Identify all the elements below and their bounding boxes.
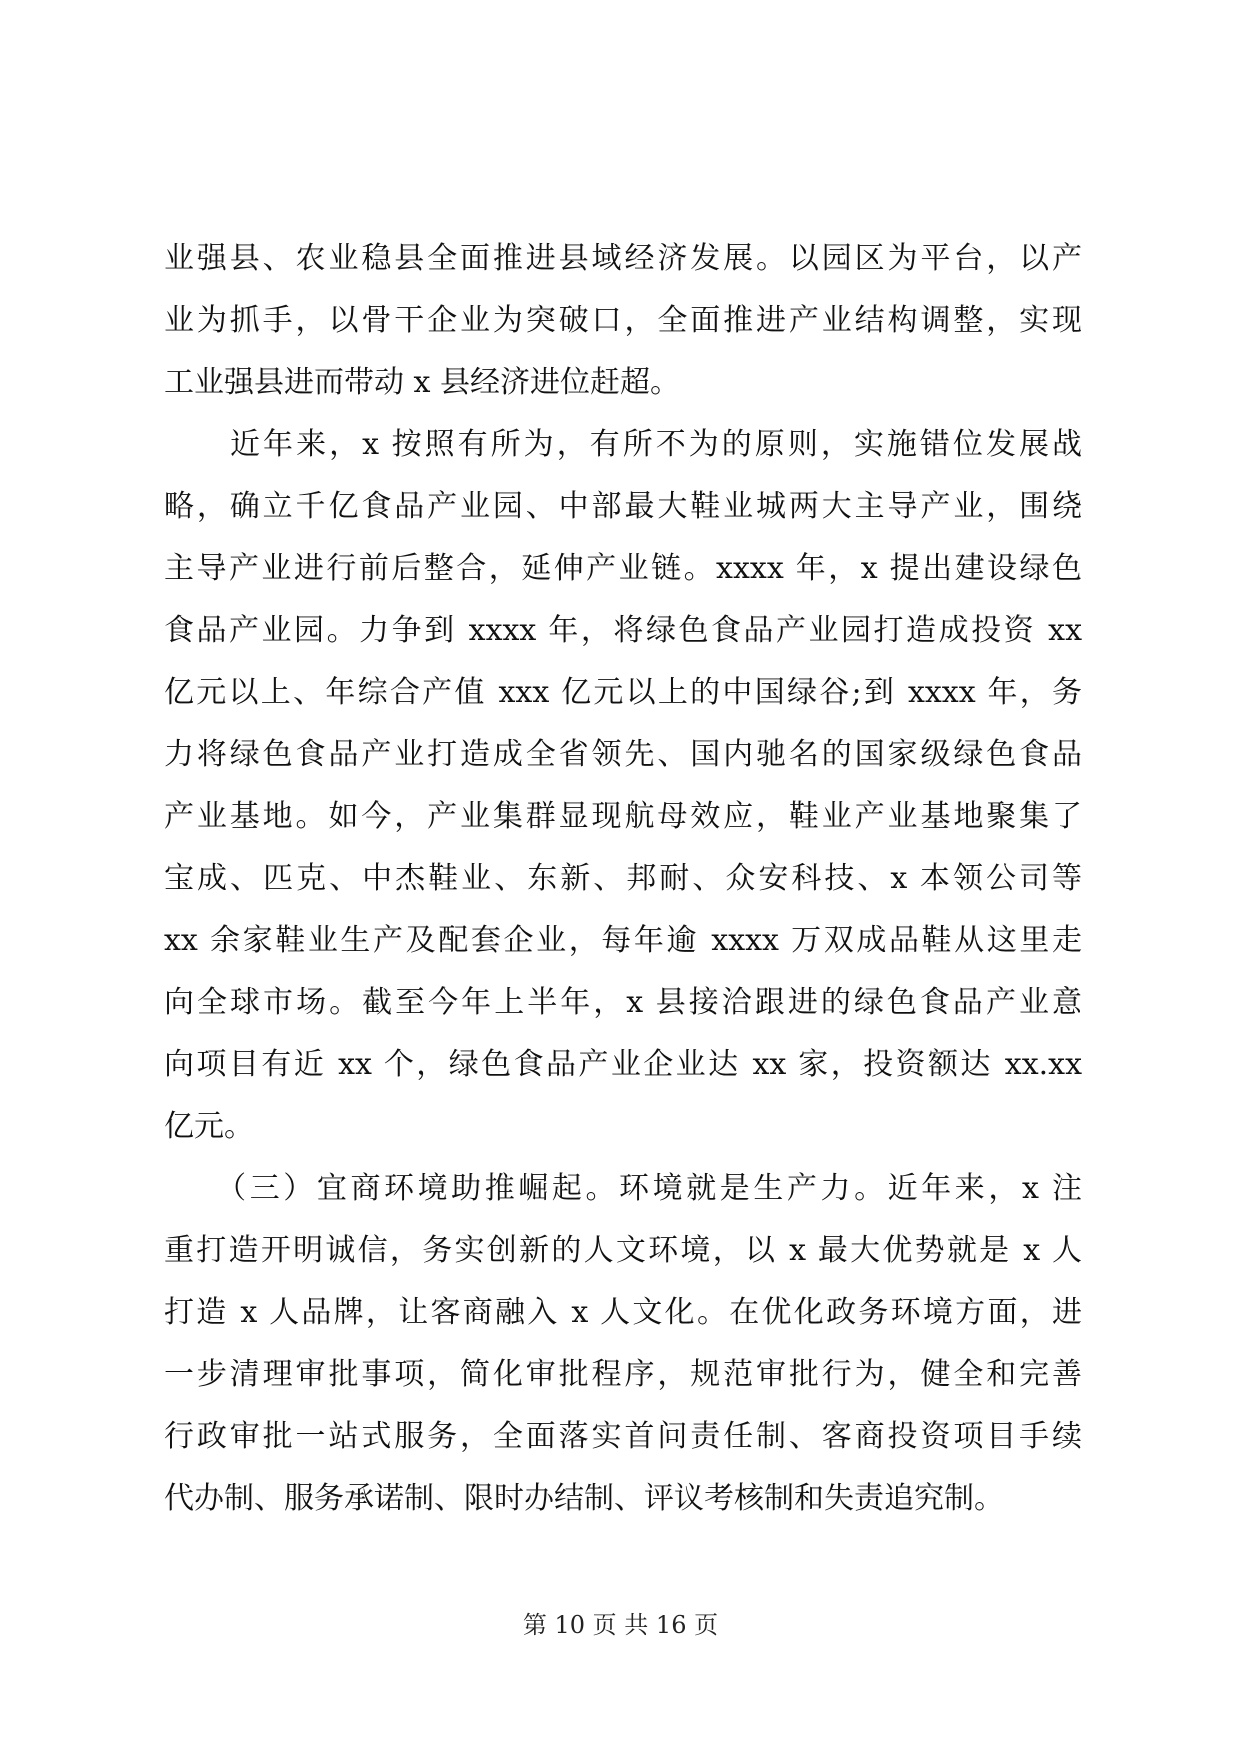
text-line: 一步清理审批事项，简化审批程序，规范审批行为，健全和完善 [164,1357,1082,1392]
text-line: 代办制、服务承诺制、限时办结制、评议考核制和失责追究制。 [164,1481,1004,1516]
text-line: 略，确立千亿食品产业园、中部最大鞋业城两大主导产业，围绕 [164,489,1082,524]
text-line: xx 余家鞋业生产及配套企业，每年逾 xxxx 万双成品鞋从这里走 [164,923,1082,958]
text-line: （三）宜商环境助推崛起。环境就是生产力。近年来，x 注 [164,1171,1082,1206]
text-line: 业强县、农业稳县全面推进县域经济发展。以园区为平台，以产 [164,241,1082,276]
text-line: 行政审批一站式服务，全面落实首问责任制、客商投资项目手续 [164,1419,1082,1454]
paragraph-2 [164,414,1082,1158]
text-line: 重打造开明诚信，务实创新的人文环境，以 x 最大优势就是 x 人 [164,1233,1082,1268]
document-body [164,228,1082,1530]
text-line: 主导产业进行前后整合，延伸产业链。xxxx 年，x 提出建设绿色 [164,551,1082,586]
text-line: 力将绿色食品产业打造成全省领先、国内驰名的国家级绿色食品 [164,737,1082,772]
text-line: 产业基地。如今，产业集群显现航母效应，鞋业产业基地聚集了 [164,799,1082,834]
text-line: 亿元以上、年综合产值 xxx 亿元以上的中国绿谷;到 xxxx 年，务 [164,675,1082,710]
text-line: 业为抓手，以骨干企业为突破口，全面推进产业结构调整，实现 [164,303,1082,338]
paragraph-3 [164,1158,1082,1530]
paragraph-1 [164,228,1082,414]
text-line: 宝成、匹克、中杰鞋业、东新、邦耐、众安科技、x 本领公司等 [164,861,1082,896]
page-number-footer: 第 10 页 共 16 页 [522,1611,719,1639]
text-line: 亿元。 [164,1109,254,1144]
text-line: 向全球市场。截至今年上半年，x 县接洽跟进的绿色食品产业意 [164,985,1082,1020]
text-line: 打造 x 人品牌，让客商融入 x 人文化。在优化政务环境方面，进 [164,1295,1082,1330]
text-line: 工业强县进而带动 x 县经济进位赶超。 [164,365,680,400]
text-line: 食品产业园。力争到 xxxx 年，将绿色食品产业园打造成投资 xx [164,613,1082,648]
text-line: 向项目有近 xx 个，绿色食品产业企业达 xx 家，投资额达 xx.xx [164,1047,1082,1082]
text-line: 近年来，x 按照有所为，有所不为的原则，实施错位发展战 [164,427,1082,462]
